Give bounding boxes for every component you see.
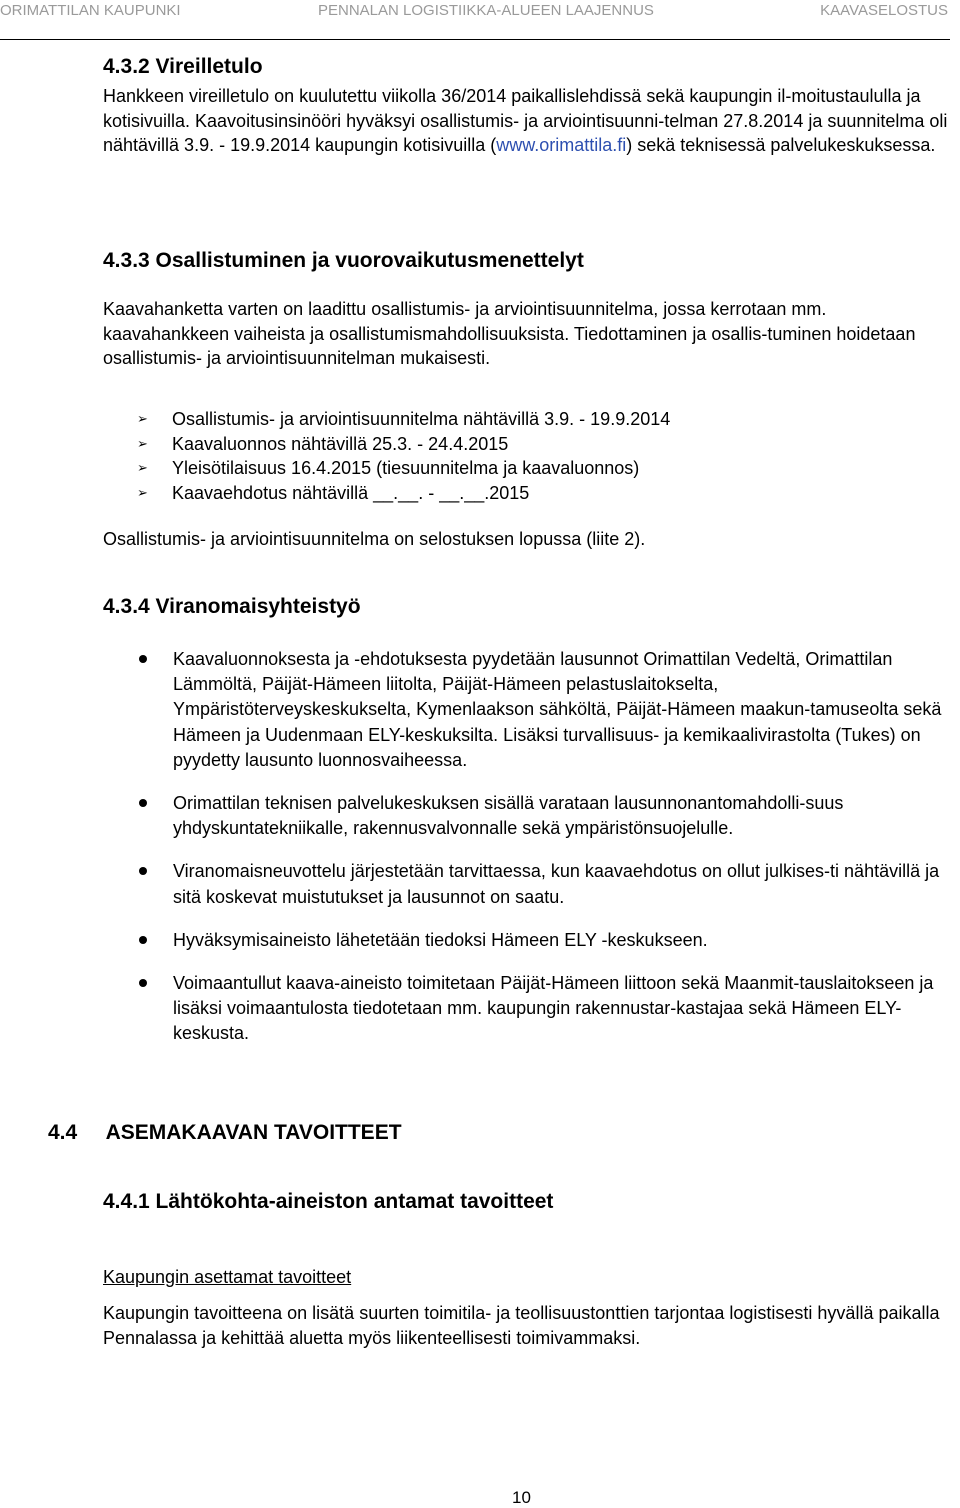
header-divider — [0, 39, 950, 40]
arrow-bullet-icon: ➢ — [137, 411, 148, 426]
list-item: ➢ Kaavaehdotus nähtävillä __.__. - __.__.2015 — [137, 481, 670, 506]
section-heading-4-3-2: 4.3.2 Vireilletulo — [103, 55, 263, 78]
section-4-3-2-paragraph — [103, 84, 953, 158]
schedule-list — [137, 407, 670, 506]
list-item: Viranomaisneuvottelu järjestetään tarvittaessa, kun kaavaehdotus on ollut julkises-ti nähtävillä ja sitä koskevat muistutukset ja lausunnot on saatu. — [138, 859, 958, 909]
header-organization: ORIMATTILAN KAUPUNKI — [0, 2, 181, 19]
section-heading-4-4-1: 4.4.1 Lähtökohta-aineiston antamat tavoitteet — [103, 1190, 554, 1213]
page-number: 10 — [512, 1488, 531, 1507]
bullet-dot-icon — [139, 867, 147, 875]
bullet-dot-icon — [139, 655, 147, 663]
list-item: ➢ Yleisötilaisuus 16.4.2015 (tiesuunnitelma ja kaavaluonnos) — [137, 456, 670, 481]
website-link[interactable]: www.orimattila.fi — [496, 135, 627, 156]
paragraph-text-end: ) sekä teknisessä palvelukeskuksessa. — [626, 135, 936, 156]
subheading-city-goals: Kaupungin asettamat tavoitteet — [103, 1267, 352, 1287]
list-item: ➢ Kaavaluonnos nähtävillä 25.3. - 24.4.2015 — [137, 432, 670, 457]
section-heading-4-4: 4.4 ASEMAKAAVAN TAVOITTEET — [48, 1121, 402, 1144]
paragraph-text: Hankkeen vireilletulo on kuulutettu viikolla 36/2014 paikallislehdissä sekä kaupungin il-moitustaululla ja kotisivuilla. Kaavoitusinsinööri hyväksyi osallistumis- ja arviointisuunni-telman 27.8.2014 ja suunnitelma oli nähtävillä 3.9. - 19.9.2014 kaupungin kotisivuilla ( — [103, 86, 948, 156]
header-project: PENNALAN LOGISTIIKKA-ALUEEN LAAJENNUS — [318, 2, 654, 19]
list-item: Hyväksymisaineisto lähetetään tiedoksi Hämeen ELY -keskukseen. — [138, 928, 958, 953]
section-heading-4-3-3: 4.3.3 Osallistuminen ja vuorovaikutusmenettelyt — [103, 249, 584, 272]
authority-cooperation-list — [138, 647, 958, 1047]
section-4-3-3-note: Osallistumis- ja arviointisuunnitelma on selostuksen lopussa (liite 2). — [103, 529, 646, 549]
list-item: ➢ Osallistumis- ja arviointisuunnitelma nähtävillä 3.9. - 19.9.2014 — [137, 407, 670, 432]
bullet-dot-icon — [139, 799, 147, 807]
section-heading-4-3-4: 4.3.4 Viranomaisyhteistyö — [103, 595, 361, 618]
arrow-bullet-icon: ➢ — [137, 485, 148, 501]
section-4-3-3-paragraph: Kaavahanketta varten on laadittu osallistumis- ja arviointisuunnitelma, jossa kerrotaan mm. kaavahankkeen vaiheista ja osallistumismahdollisuuksista. Tiedottaminen ja osallis-tuminen hoidetaan osallistumis- ja arviointisuunnitelman mukaisesti. — [103, 299, 916, 369]
list-item: Voimaantullut kaava-aineisto toimitetaan Päijät-Hämeen liittoon sekä Maanmit-tauslaitokseen ja lisäksi voimaantulosta tiedotetaan mm. kaupungin rakennustar-kastajaa sekä Hämeen ELY-keskusta. — [138, 971, 958, 1047]
section-4-4-1-paragraph: Kaupungin tavoitteena on lisätä suurten toimitila- ja teollisuustonttien tarjontaa logistisesti hyvällä paikalla Pennalassa ja kehittää aluetta myös liikenteellisesti toimivammaksi. — [103, 1303, 940, 1348]
list-item: Orimattilan teknisen palvelukeskuksen sisällä varataan lausunnonantomahdolli-suus yhdyskuntatekniikalle, rakennusvalvonnalle sekä ympäristönsuojelulle. — [138, 791, 958, 841]
header-document-type: KAAVASELOSTUS — [820, 2, 948, 19]
arrow-bullet-icon: ➢ — [137, 460, 148, 476]
bullet-dot-icon — [139, 936, 147, 944]
arrow-bullet-icon: ➢ — [137, 435, 148, 451]
bullet-dot-icon — [139, 979, 147, 987]
list-item: Kaavaluonnoksesta ja -ehdotuksesta pyydetään lausunnot Orimattilan Vedeltä, Orimattilan Lämmöltä, Päijät-Hämeen liitolta, Päijät-Hämeen pelastuslaitokselta, Ympäristöterveyskeskukselta, Kymenlaakson sähköltä, Päijät-Hämeen maakun-tamuseolta sekä Hämeen ja Uudenmaan ELY-keskuksilta. Lisäksi turvallisuus- ja kemikaalivirastolta (Tukes) on pyydetty lausunto luonnosvaiheessa. — [138, 647, 958, 773]
page-header — [0, 0, 960, 26]
